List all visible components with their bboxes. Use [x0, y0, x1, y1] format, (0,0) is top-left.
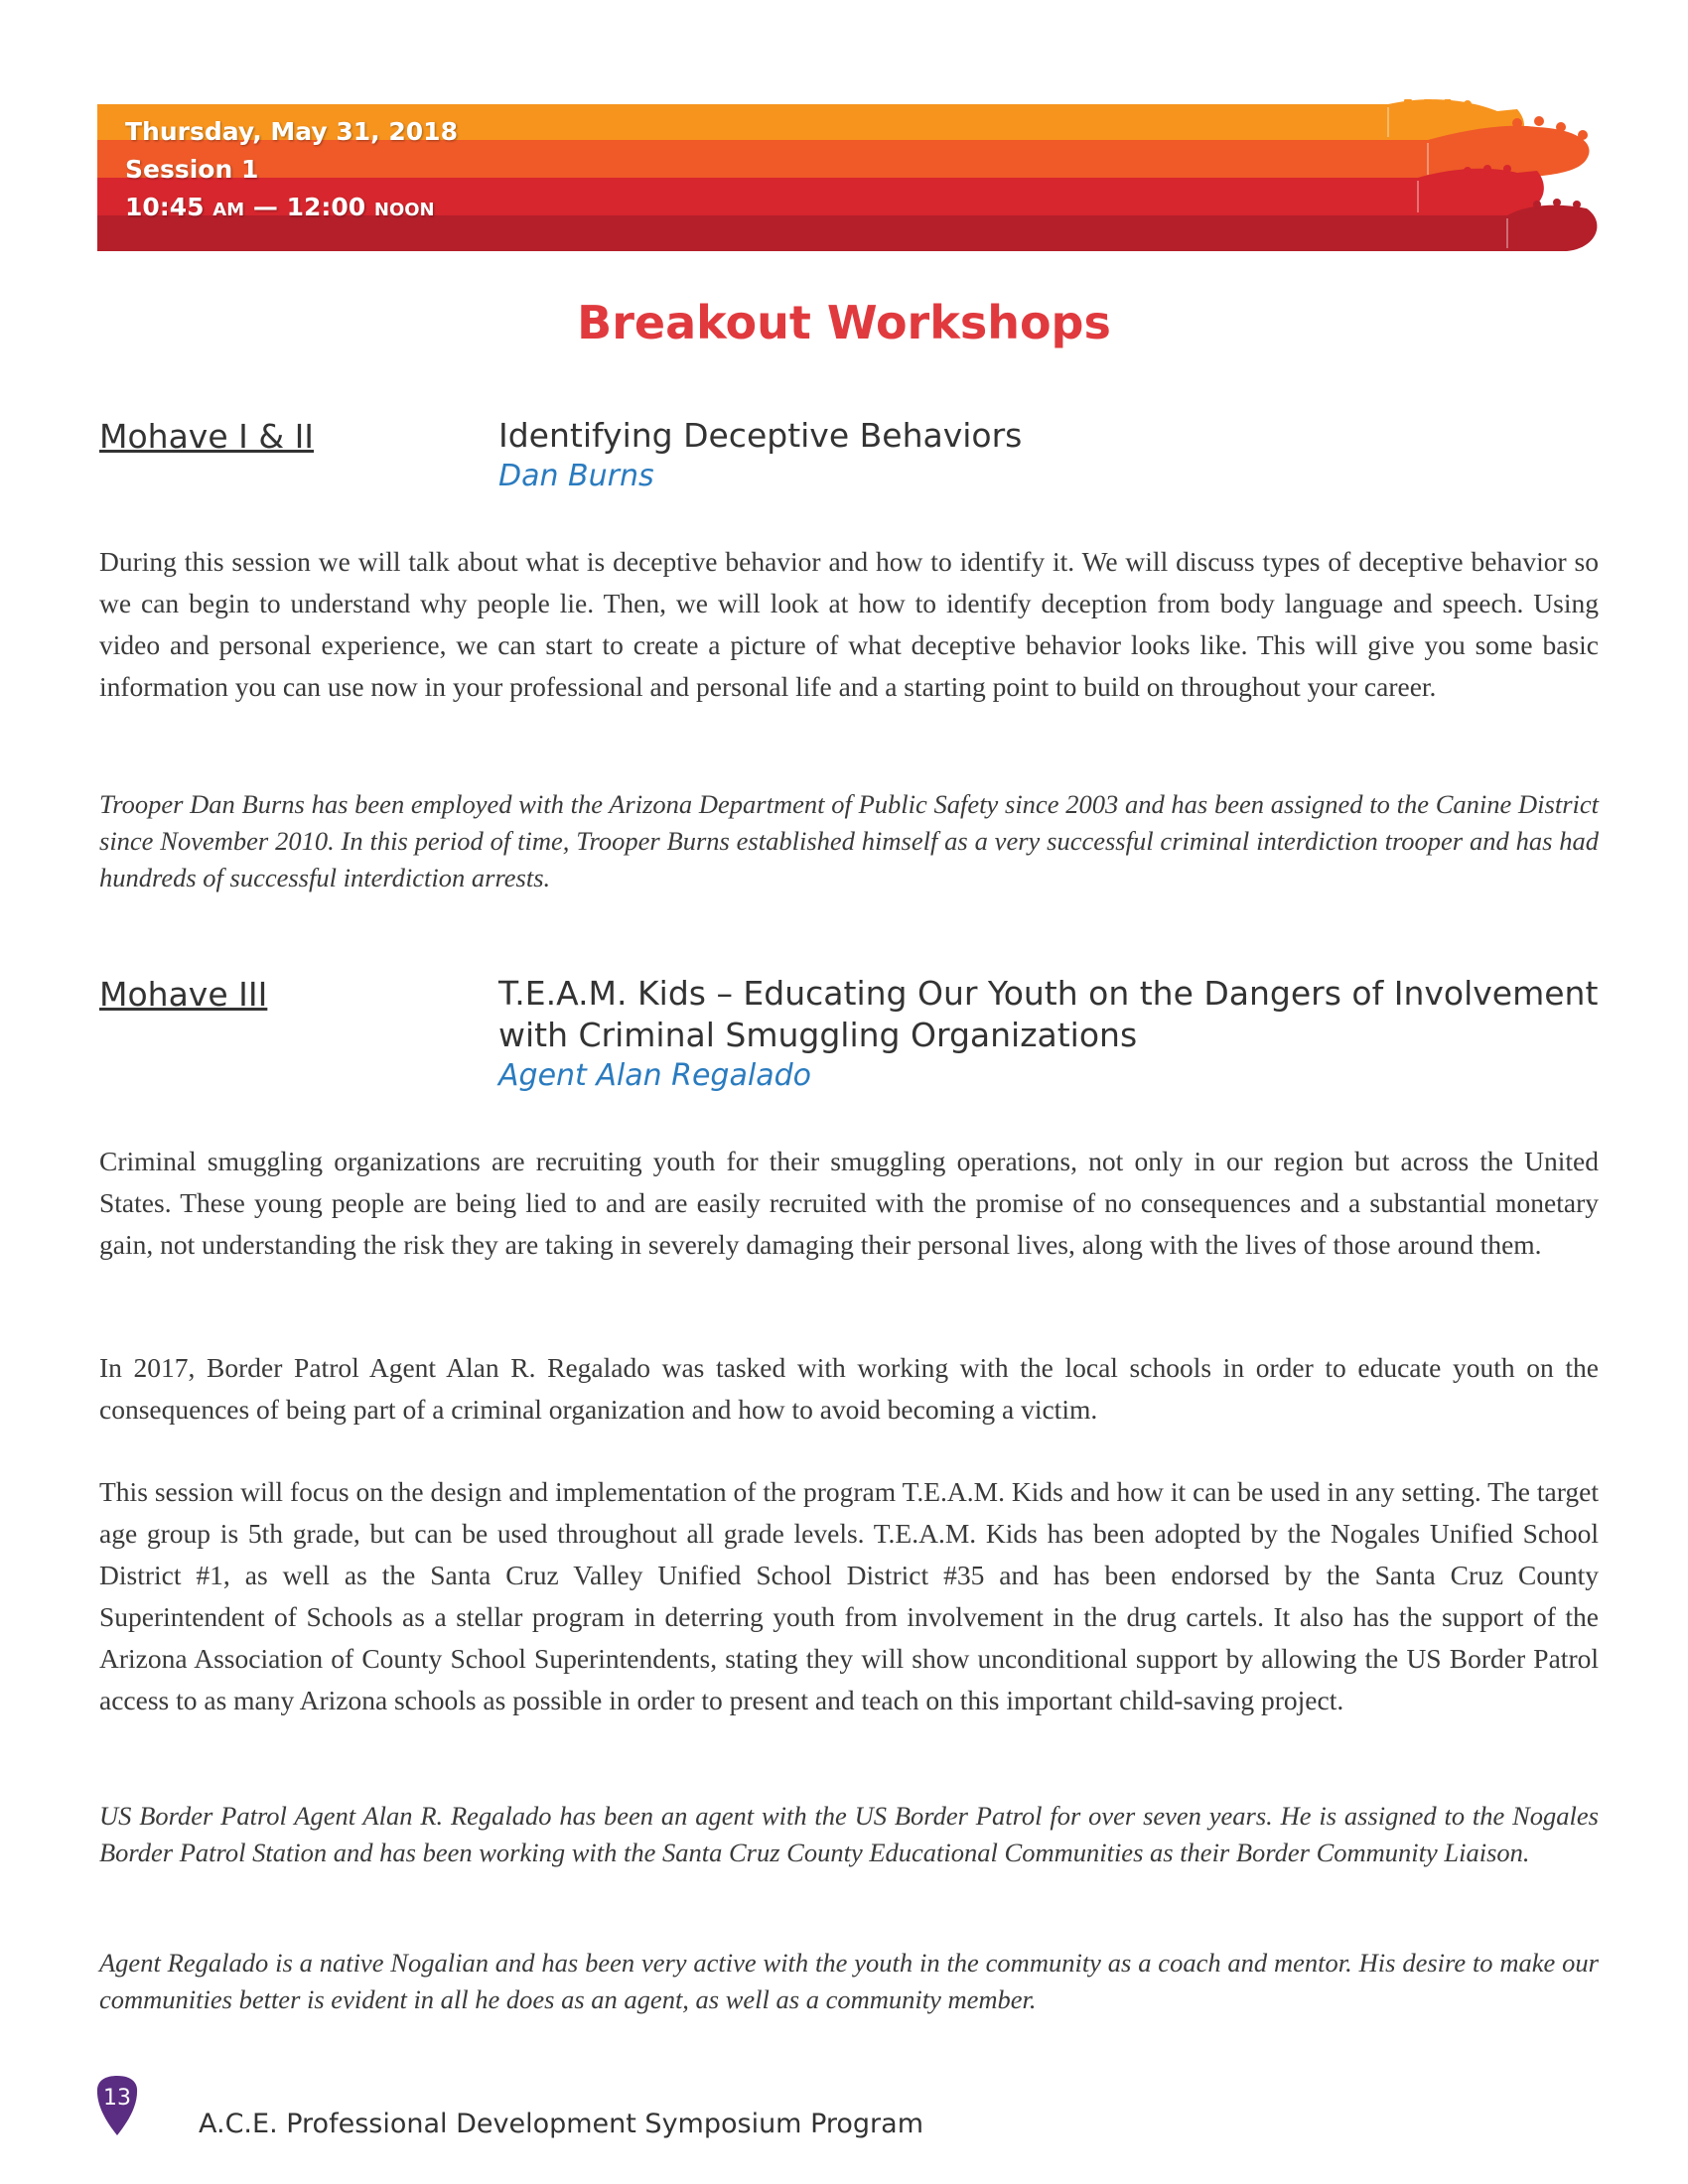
workshop-1-room: Mohave I & II — [99, 417, 315, 456]
workshop-2-title: T.E.A.M. Kids – Educating Our Youth on the Dangers of Involvement with Criminal Smuggling Organizations — [498, 974, 1599, 1054]
workshop-1-bio: Trooper Dan Burns has been employed with the Arizona Department of Public Safety since 2003 and has been assigned to the Canine District since November 2010. In this period of time, Trooper Burns established himself as a very successful criminal interdiction trooper and has had hundreds of successful interdiction arrests. — [99, 789, 1599, 892]
workshop-2-paragraph-2: In 2017, Border Patrol Agent Alan R. Regalado was tasked with working with the local schools in order to educate youth on the consequences of being part of a criminal organization and how to avoid becoming a victim. — [99, 1352, 1599, 1425]
workshop-2-paragraph-1: Criminal smuggling organizations are recruiting youth for their smuggling operations, not only in our region but across the United States. These young people are being lied to and are easily recruited with the promise of no consequences and a substantial monetary gain, not understanding the risk they are taking in severely damaging their personal lives, along with the lives of those around them. — [99, 1146, 1599, 1260]
header-banner — [97, 99, 1607, 258]
time-end: 12:00 — [286, 193, 366, 221]
session-label: Session 1 — [125, 155, 259, 184]
workshop-2-bio-2: Agent Regalado is a native Nogalian and has been very active with the youth in the community as a coach and mentor. His desire to make our communities better is evident in all he does as an agent, as well as a community member. — [99, 1948, 1599, 2014]
workshop-2-speaker: Agent Alan Regalado — [498, 1058, 811, 1093]
workshop-1-title: Identifying Deceptive Behaviors — [498, 416, 1023, 455]
session-time — [125, 193, 435, 221]
time-start: 10:45 — [125, 193, 205, 221]
time-noon: NOON — [373, 200, 435, 220]
workshop-2-bio-1: US Border Patrol Agent Alan R. Regalado has been an agent with the US Border Patrol for over seven years. He is assigned to the Nogales Border Patrol Station and has been working with the Santa Cruz County Educational Communities as their Border Community Liaison. — [99, 1801, 1599, 1867]
page-number: 13 — [103, 2086, 131, 2111]
workshop-1-speaker: Dan Burns — [498, 459, 654, 493]
time-am: AM — [212, 200, 245, 220]
page-title: Breakout Workshops — [577, 296, 1111, 349]
workshop-2-room: Mohave III — [99, 975, 268, 1014]
session-date: Thursday, May 31, 2018 — [125, 117, 458, 146]
workshop-1-description: During this session we will talk about what is deceptive behavior and how to identify it. We will discuss types of deceptive behavior so we can begin to understand why people lie. Then, we will look at how to identify deception from body language and speech. Using video and personal experience, we can start to create a picture of what deceptive behavior looks like. This will give you some basic information you can use now in your professional and personal life and a starting point to build on throughout your career. — [99, 546, 1599, 702]
time-dash: — — [252, 193, 278, 221]
footer-program-title: A.C.E. Professional Development Symposium Program — [199, 2109, 923, 2139]
workshop-2-paragraph-3: This session will focus on the design and implementation of the program T.E.A.M. Kids and how it can be used in any setting. The target age group is 5th grade, but can be used throughout all grade levels. T.E.A.M. Kids has been adopted by the Nogales Unified School District #1, as well as the Santa Cruz Valley Unified School District #35 and has been endorsed by the Santa Cruz County Superintendent of Schools as a stellar program in deterring youth from involvement in the drug cartels. It also has the support of the Arizona Association of County School Superintendents, stating they will show unconditional support by allowing the US Border Patrol access to as many Arizona schools as possible in order to present and teach on this important child-saving project. — [99, 1476, 1599, 1715]
